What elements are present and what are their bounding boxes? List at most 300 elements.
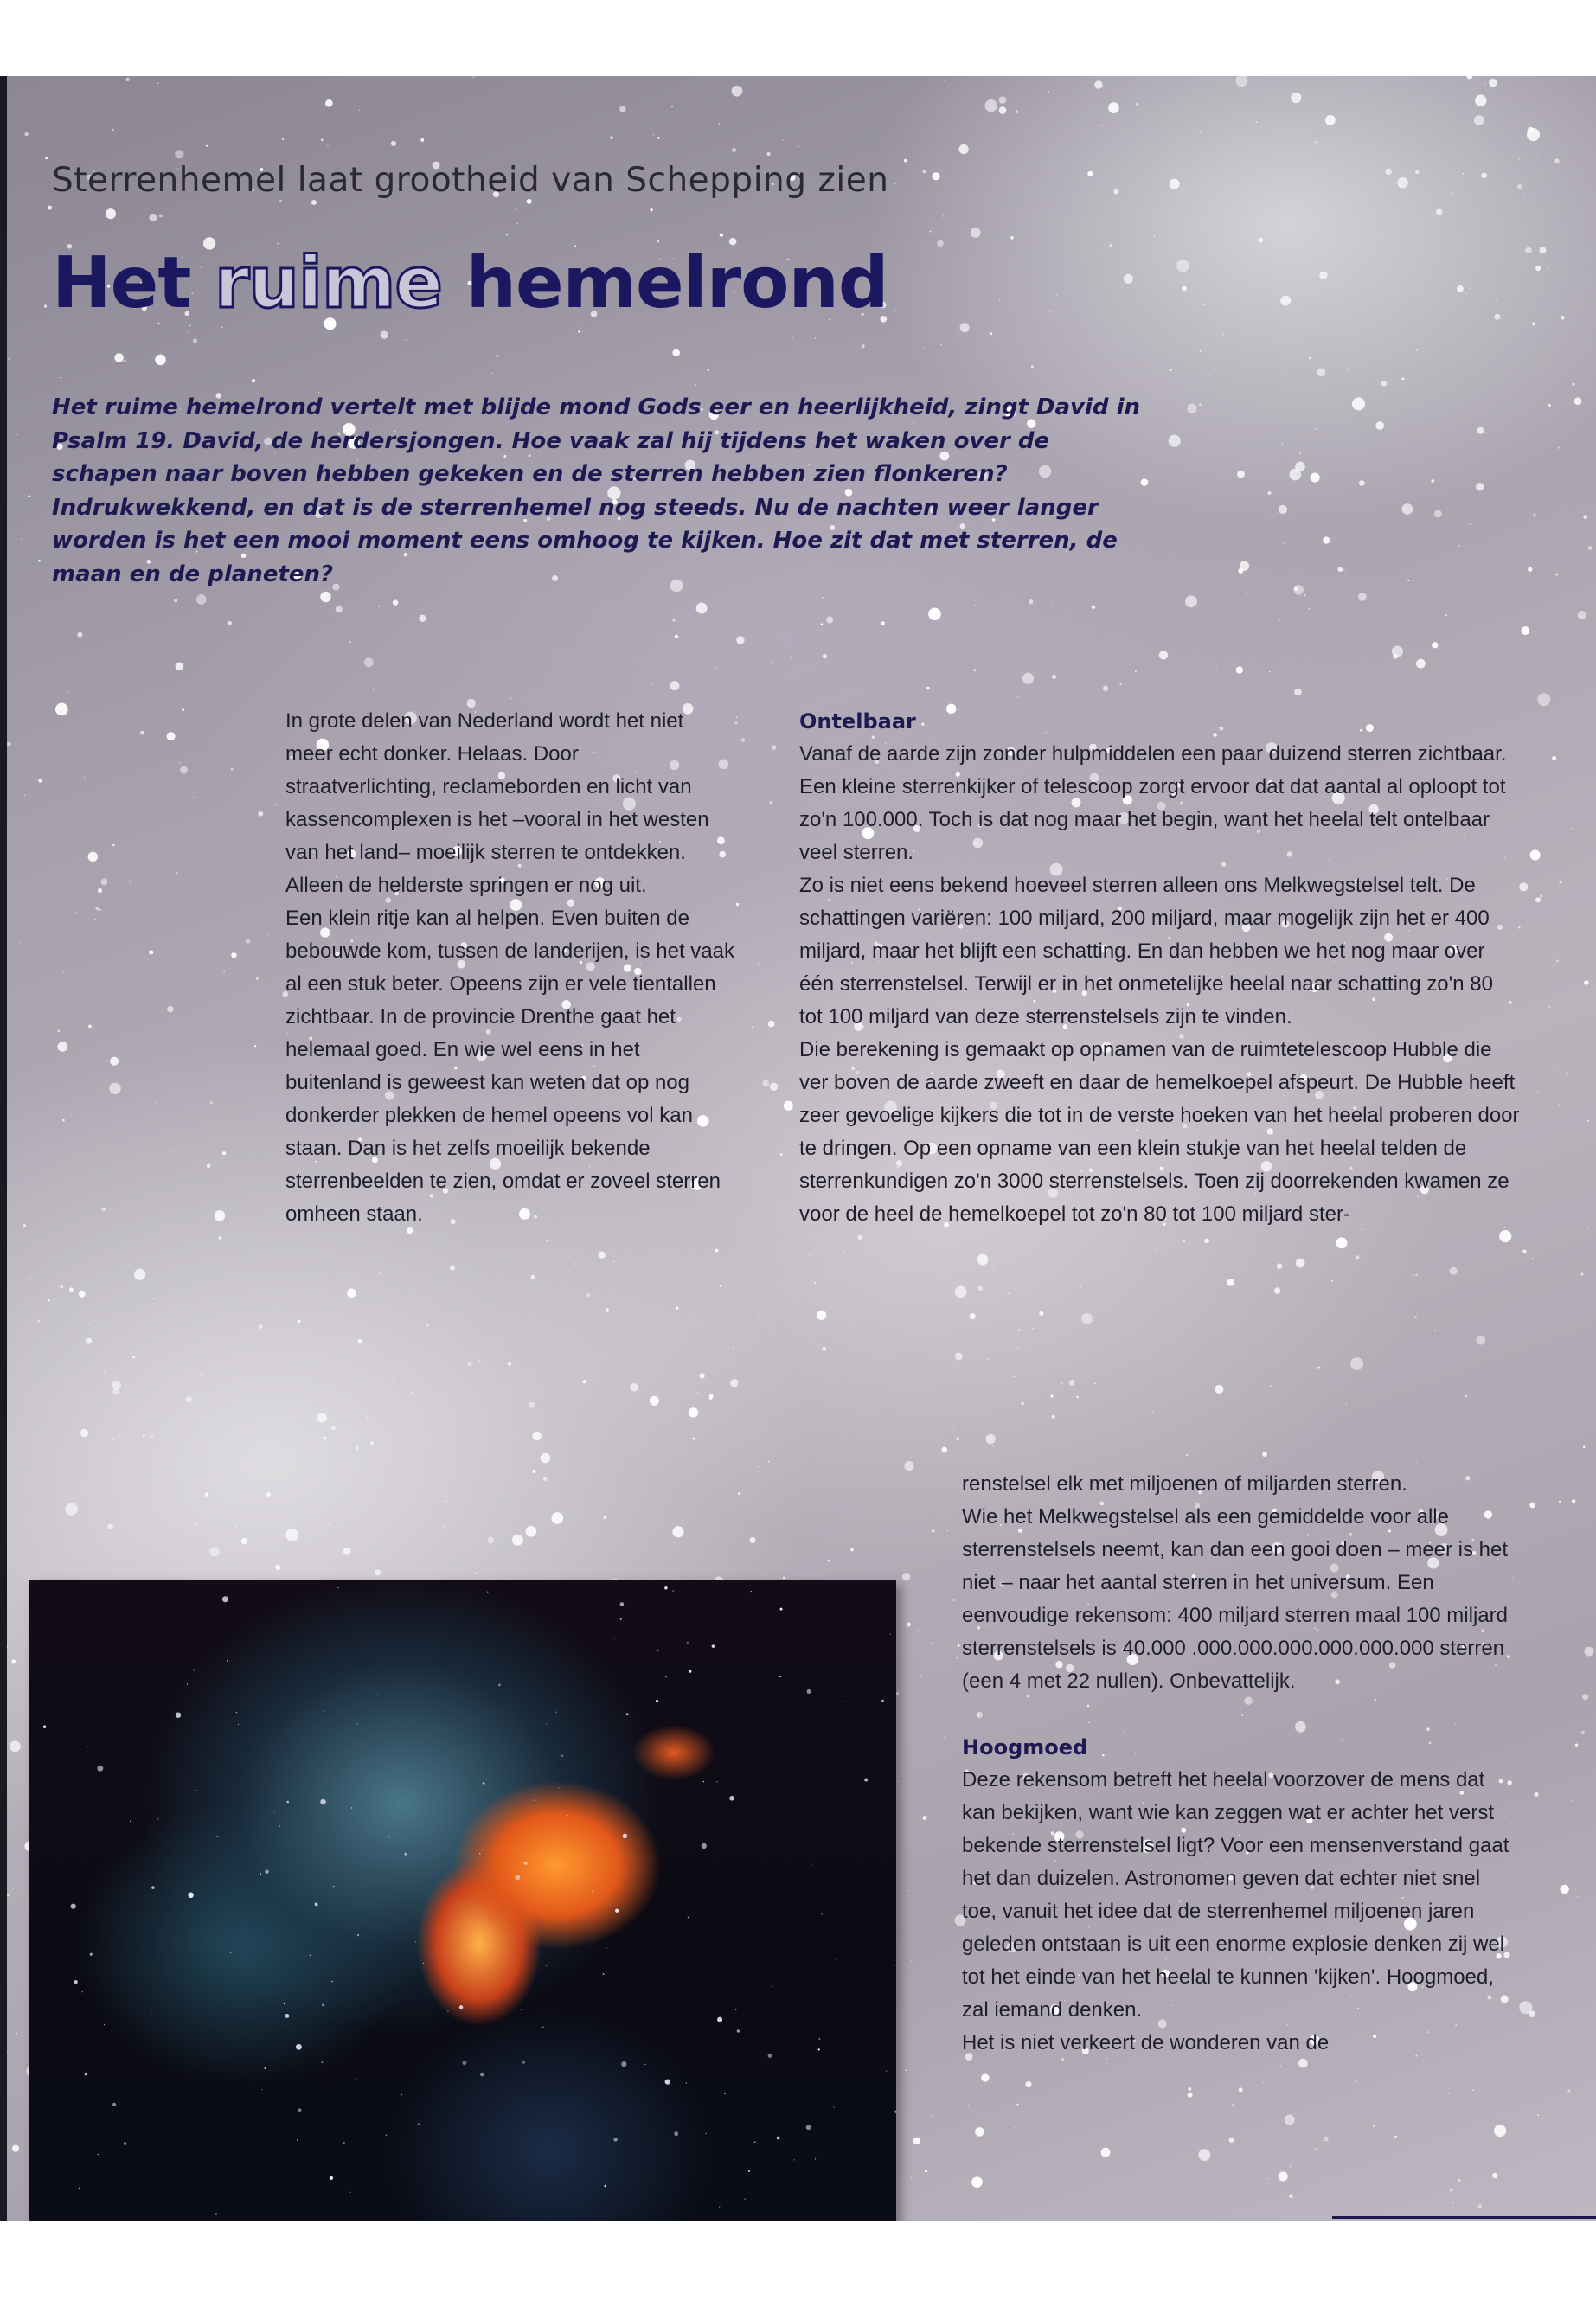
star (101, 1207, 106, 1211)
star (1317, 1367, 1320, 1369)
star (48, 1299, 50, 1302)
star (822, 1913, 823, 1914)
star (785, 906, 786, 907)
star (1450, 2189, 1452, 2192)
star (201, 1373, 202, 1375)
star (605, 2185, 607, 2188)
star (1560, 1885, 1568, 1894)
star (751, 1591, 752, 1592)
star (1094, 80, 1102, 88)
star (1356, 2080, 1357, 2082)
star (62, 1119, 65, 1122)
star (712, 1644, 715, 1648)
star (1199, 403, 1201, 405)
star (1279, 2171, 1288, 2181)
star (227, 1660, 228, 1661)
star (809, 1254, 811, 1256)
star (543, 1477, 548, 1481)
star (1436, 208, 1442, 215)
star (1274, 1287, 1280, 1293)
star (1432, 642, 1438, 648)
star (196, 594, 207, 605)
star (148, 959, 149, 960)
star (207, 1164, 211, 1169)
star (623, 1834, 628, 1839)
star (1583, 515, 1587, 519)
star (754, 2142, 755, 2143)
star (1016, 2104, 1018, 2106)
star (1497, 1311, 1498, 1313)
star (794, 2159, 795, 2160)
star (1582, 1694, 1588, 1700)
star (1448, 2093, 1450, 2094)
star (1554, 158, 1559, 163)
star (317, 1413, 327, 1422)
star (579, 327, 580, 328)
star (689, 1407, 698, 1417)
star (151, 1886, 155, 1889)
star (1124, 274, 1133, 284)
star (1352, 397, 1365, 410)
star (750, 1537, 756, 1543)
star (1434, 510, 1442, 518)
star (1577, 1896, 1578, 1897)
star (626, 1713, 629, 1715)
star (822, 597, 823, 598)
star (323, 1437, 326, 1440)
star (1381, 381, 1388, 387)
star (772, 745, 777, 750)
star (586, 1293, 590, 1297)
star (1508, 78, 1509, 79)
star (692, 1438, 695, 1440)
star (1255, 121, 1257, 123)
star (603, 1516, 606, 1519)
star (1156, 1248, 1157, 1249)
star (546, 1240, 547, 1241)
star (736, 636, 745, 644)
star (252, 379, 255, 382)
star (1583, 1445, 1586, 1448)
star (978, 1286, 983, 1291)
star (359, 110, 360, 111)
star (1315, 428, 1316, 429)
star (1232, 2104, 1234, 2106)
star (922, 170, 926, 173)
star (205, 1492, 208, 1496)
star (975, 2127, 984, 2137)
star (1317, 368, 1326, 376)
star (1289, 2195, 1292, 2198)
star (77, 632, 82, 638)
paragraph: Die berekening is gemaakt op opnamen van de ruimtetelescoop Hubble die ver boven de aarde zweeft en daar de hemelkoepel afspeurt. De Hubble heeft zeer gevoelige kijkers die tot in de verste hoeken van het heelal proberen door te dringen. Op een opname van een klein stukje van het heelal telden de sterrenkundigen zo'n 3000 sterrenstelsels. Toen zij doorrekenden kwamen ze voor de heel de hemelkoepel tot zo'n 80 tot 100 miljard ster- (799, 1038, 1520, 1226)
star (38, 779, 42, 783)
star (665, 1676, 666, 1677)
star (968, 2105, 969, 2106)
star (1458, 546, 1459, 547)
star (770, 801, 773, 804)
star (1056, 295, 1057, 296)
section-heading-ontelbaar: Ontelbaar (799, 709, 916, 734)
star (689, 1670, 691, 1672)
star (1280, 295, 1291, 305)
star (977, 1254, 989, 1266)
star (79, 1291, 86, 1298)
star (1325, 115, 1336, 125)
star (210, 1547, 220, 1556)
star (650, 1396, 659, 1406)
paragraph: Het is niet verkeert de wonderen van de (962, 2031, 1330, 2054)
star (650, 208, 652, 211)
star (1532, 1258, 1534, 1259)
star (159, 215, 163, 218)
star (1182, 286, 1186, 291)
star (364, 657, 374, 667)
star (24, 795, 25, 796)
star (826, 617, 833, 624)
star (1478, 2204, 1483, 2208)
star (282, 138, 284, 140)
star (1258, 238, 1263, 243)
star (768, 1461, 769, 1462)
star (907, 1622, 911, 1626)
nebula-photo (29, 1580, 896, 2221)
star (1336, 1237, 1348, 1248)
star (620, 1602, 625, 1606)
star (741, 738, 746, 742)
star (357, 1339, 362, 1343)
star (60, 1285, 63, 1288)
star (1469, 288, 1470, 289)
star (356, 1446, 359, 1450)
star (279, 1825, 280, 1826)
star (193, 1669, 195, 1670)
star (43, 1725, 46, 1727)
star (1343, 569, 1344, 570)
star (130, 948, 131, 949)
star (1528, 567, 1532, 572)
star (1092, 606, 1096, 610)
star (1474, 115, 1484, 125)
star (85, 2073, 87, 2075)
star (446, 1501, 447, 1502)
star (1169, 435, 1181, 447)
star (1262, 1452, 1267, 1457)
star (706, 2133, 707, 2134)
column-right (962, 1468, 1516, 2060)
star (735, 2009, 736, 2010)
star (216, 1836, 218, 1837)
star (370, 1441, 374, 1445)
star (673, 619, 676, 622)
star (1347, 369, 1348, 370)
star (7, 2051, 8, 2053)
star (114, 353, 124, 362)
star (1394, 2136, 1397, 2138)
star (308, 1297, 309, 1298)
star (378, 606, 380, 607)
star (1535, 897, 1541, 902)
star (350, 2192, 351, 2193)
star (99, 909, 101, 911)
star (1245, 593, 1247, 594)
star (331, 1981, 332, 1982)
star (782, 139, 783, 140)
star (450, 1266, 455, 1271)
star (1170, 179, 1180, 189)
star (1304, 594, 1305, 596)
star (212, 1524, 213, 1525)
star (1289, 237, 1290, 238)
star (926, 687, 930, 690)
star (279, 200, 282, 202)
star (260, 1873, 261, 1875)
star (7, 742, 11, 747)
star (347, 1289, 356, 1298)
star (258, 811, 263, 817)
star (167, 732, 176, 740)
star (1269, 671, 1271, 673)
star (388, 1836, 389, 1837)
star (740, 1244, 741, 1246)
star (1239, 240, 1240, 241)
star (311, 200, 317, 205)
star (1230, 342, 1232, 343)
star (1331, 1279, 1333, 1281)
star (1237, 471, 1245, 478)
star (1011, 76, 1012, 77)
star (1356, 1255, 1360, 1259)
star (488, 1537, 495, 1544)
star (1186, 1454, 1188, 1456)
star (1240, 561, 1249, 571)
star (1080, 1285, 1081, 1287)
star (1031, 365, 1034, 368)
star (1052, 675, 1056, 679)
star (932, 1643, 933, 1644)
star (16, 434, 17, 435)
star (310, 1955, 311, 1956)
star (386, 2135, 388, 2137)
star (1548, 404, 1551, 407)
star (478, 1361, 480, 1362)
star (1452, 2202, 1453, 2203)
star (19, 942, 20, 943)
star (1373, 2125, 1375, 2127)
star (904, 1461, 913, 1471)
star (193, 797, 194, 798)
star (1290, 2166, 1291, 2167)
star (515, 1875, 520, 1880)
star (366, 1417, 368, 1419)
star (575, 1263, 576, 1264)
star (404, 1853, 407, 1856)
star (675, 635, 679, 639)
star (985, 1434, 995, 1444)
star (542, 2027, 543, 2028)
star (973, 669, 976, 671)
star (551, 1512, 563, 1524)
star (703, 1781, 704, 1782)
star (1537, 1092, 1538, 1093)
star (1200, 350, 1202, 352)
star (700, 1373, 705, 1378)
page-edge (0, 76, 7, 2221)
star (1282, 443, 1283, 444)
star (729, 1796, 734, 1801)
star (112, 1439, 114, 1440)
star (719, 123, 721, 125)
star (286, 1801, 289, 1804)
title-word-het: Het (52, 242, 191, 324)
star (1584, 980, 1588, 984)
star (1228, 2138, 1234, 2143)
star (90, 1953, 93, 1956)
star (98, 888, 102, 893)
star (603, 1973, 605, 1975)
star (459, 2005, 463, 2009)
star (1523, 196, 1524, 197)
star (25, 1521, 26, 1522)
star (7, 1646, 9, 1648)
star (333, 1886, 334, 1887)
star (619, 106, 625, 112)
star (1476, 483, 1484, 490)
star (473, 76, 475, 78)
star (1458, 2179, 1460, 2182)
star (1415, 170, 1420, 175)
star (531, 1275, 535, 1279)
star (1467, 76, 1473, 80)
star (1496, 300, 1497, 302)
star (1466, 293, 1467, 294)
star (738, 1492, 740, 1495)
star (167, 1006, 173, 1012)
star (940, 344, 942, 346)
star (1101, 2148, 1111, 2157)
star (1170, 369, 1172, 371)
star (958, 144, 968, 154)
star (38, 560, 41, 562)
star (29, 1277, 30, 1278)
star (905, 2070, 907, 2072)
star (236, 1712, 237, 1713)
star (561, 1755, 563, 1757)
star (1069, 1380, 1075, 1386)
star (125, 78, 129, 81)
star (783, 1577, 785, 1579)
star (1039, 1311, 1043, 1316)
star (1309, 356, 1311, 359)
star (521, 2009, 522, 2010)
star (330, 2176, 333, 2180)
star (1472, 2089, 1474, 2091)
magazine-page (7, 76, 1596, 2221)
star (752, 1026, 753, 1028)
star (1559, 1500, 1561, 1503)
star (1420, 184, 1421, 186)
star (112, 129, 113, 131)
star (1119, 683, 1121, 685)
star (1235, 76, 1247, 87)
star (296, 2044, 302, 2050)
star (702, 1843, 707, 1849)
star (79, 1391, 80, 1392)
star (215, 2213, 217, 2214)
star (672, 349, 680, 357)
star (1416, 349, 1417, 350)
star (8, 358, 10, 360)
star (920, 1676, 921, 1677)
star (267, 934, 269, 936)
star (1494, 2125, 1506, 2137)
star (357, 1934, 359, 1936)
star (1584, 1647, 1593, 1657)
star (1279, 505, 1287, 514)
star (1416, 1462, 1417, 1463)
star (57, 1029, 60, 1032)
star (757, 1466, 759, 1468)
star (578, 330, 580, 332)
star (768, 1021, 775, 1028)
star (1285, 2114, 1295, 2125)
star (95, 907, 99, 910)
star (1457, 285, 1464, 292)
star (275, 1565, 280, 1570)
star (1529, 1503, 1535, 1509)
star (256, 977, 259, 980)
star (686, 2082, 688, 2084)
star (941, 1447, 947, 1453)
star (999, 96, 1007, 104)
star (717, 2017, 722, 2022)
star (1537, 156, 1539, 157)
paragraph: Deze rekensom betreft het heelal voorzover de mens dat kan bekijken, want wie kan zeggen wat er achter het verst bekende sterrenstelsel ligt? Voor een mensenverstand gaat het dan duizelen. Astronomen geven dat echter niet snel toe, vanuit het idee dat de sterrenhemel miljoenen jaren geleden ontstaan is uit een enorme explosie denken zij wel tot het einde van het heelal te kunnen 'kijken'. Hoogmoed, zal iemand denken. (962, 1768, 1509, 2022)
star (631, 1383, 639, 1392)
star (1152, 1411, 1153, 1412)
star (71, 1904, 76, 1909)
star (284, 2003, 285, 2004)
star (491, 373, 492, 374)
star (222, 1596, 228, 1602)
star (469, 1496, 470, 1497)
star (157, 1818, 159, 1820)
star (1494, 314, 1500, 320)
star (937, 240, 944, 247)
star (881, 1700, 884, 1702)
star (1492, 2173, 1497, 2178)
star (1294, 689, 1302, 696)
star (1470, 523, 1471, 524)
star (234, 1527, 235, 1528)
star (82, 1393, 83, 1394)
paragraph: Zo is niet eens bekend hoeveel sterren alleen ons Melkwegstelsel telt. De schattingen variëren: 100 miljard, 200 miljard, maar mogelijk zijn het er 400 miljard, maar het blijft een schatting. En dan hebben we het nog maar over één sterrenstelsel. Terwijl er in het onmetelijke heelal naar schatting zo'n 80 tot 100 miljard van deze sterrenstelsels zijn te vinden. (799, 874, 1493, 1029)
star (393, 599, 398, 605)
star (130, 881, 131, 882)
star (911, 2177, 912, 2178)
star (715, 667, 716, 668)
star (766, 152, 770, 156)
star (758, 1317, 759, 1318)
star (1522, 1250, 1526, 1253)
star (1537, 693, 1550, 706)
star (88, 852, 98, 862)
star (1465, 1395, 1466, 1397)
star (1534, 1792, 1538, 1797)
star (881, 621, 885, 625)
lede-intro: Het ruime hemelrond vertelt met blijde mond Gods eer en heerlijkheid, zingt David in Psalm 19. David, de herdersjongen. Hoe vaak zal hij tijdens het waken over de schapen naar boven hebben gekeken en de sterren hebben zien flonkeren? Indrukwekkend, en dat is de sterrenhemel nog steeds. Nu de nachten weer langer worden is het een mooi moment eens omhoog te kijken. Hoe zit dat met sterren, de maan en de planeten? (52, 394, 1140, 587)
star (325, 99, 333, 107)
